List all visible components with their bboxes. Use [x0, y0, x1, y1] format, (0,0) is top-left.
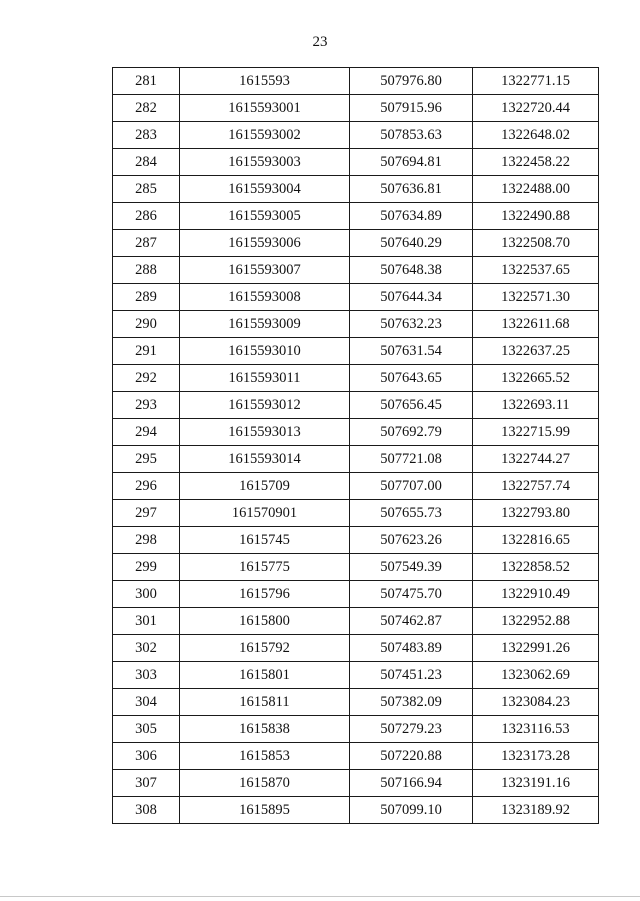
x-coordinate-cell: 507099.10 — [350, 797, 473, 824]
coordinates-table — [112, 67, 599, 824]
y-coordinate-cell: 1322490.88 — [473, 203, 599, 230]
table-row — [113, 662, 599, 689]
point-id-cell: 1615870 — [180, 770, 350, 797]
row-number-cell: 295 — [113, 446, 180, 473]
footer-divider — [0, 896, 640, 897]
row-number-cell: 296 — [113, 473, 180, 500]
table-body — [113, 68, 599, 824]
point-id-cell: 1615593010 — [180, 338, 350, 365]
point-id-cell: 1615796 — [180, 581, 350, 608]
x-coordinate-cell: 507655.73 — [350, 500, 473, 527]
y-coordinate-cell: 1323116.53 — [473, 716, 599, 743]
y-coordinate-cell: 1322744.27 — [473, 446, 599, 473]
row-number-cell: 297 — [113, 500, 180, 527]
y-coordinate-cell: 1322665.52 — [473, 365, 599, 392]
table-row — [113, 392, 599, 419]
row-number-cell: 298 — [113, 527, 180, 554]
x-coordinate-cell: 507382.09 — [350, 689, 473, 716]
y-coordinate-cell: 1322488.00 — [473, 176, 599, 203]
y-coordinate-cell: 1322793.80 — [473, 500, 599, 527]
point-id-cell: 1615593006 — [180, 230, 350, 257]
y-coordinate-cell: 1322571.30 — [473, 284, 599, 311]
table-row — [113, 527, 599, 554]
row-number-cell: 290 — [113, 311, 180, 338]
row-number-cell: 308 — [113, 797, 180, 824]
row-number-cell: 302 — [113, 635, 180, 662]
point-id-cell: 1615593001 — [180, 95, 350, 122]
point-id-cell: 1615593014 — [180, 446, 350, 473]
x-coordinate-cell: 507483.89 — [350, 635, 473, 662]
point-id-cell: 1615593011 — [180, 365, 350, 392]
x-coordinate-cell: 507853.63 — [350, 122, 473, 149]
y-coordinate-cell: 1322952.88 — [473, 608, 599, 635]
row-number-cell: 285 — [113, 176, 180, 203]
x-coordinate-cell: 507707.00 — [350, 473, 473, 500]
x-coordinate-cell: 507643.65 — [350, 365, 473, 392]
point-id-cell: 1615838 — [180, 716, 350, 743]
table-row — [113, 257, 599, 284]
table-row — [113, 500, 599, 527]
table-row — [113, 149, 599, 176]
x-coordinate-cell: 507279.23 — [350, 716, 473, 743]
point-id-cell: 1615593007 — [180, 257, 350, 284]
row-number-cell: 300 — [113, 581, 180, 608]
table-row — [113, 554, 599, 581]
point-id-cell: 1615593005 — [180, 203, 350, 230]
row-number-cell: 286 — [113, 203, 180, 230]
point-id-cell: 1615792 — [180, 635, 350, 662]
y-coordinate-cell: 1323189.92 — [473, 797, 599, 824]
point-id-cell: 1615801 — [180, 662, 350, 689]
y-coordinate-cell: 1322757.74 — [473, 473, 599, 500]
y-coordinate-cell: 1322771.15 — [473, 68, 599, 95]
point-id-cell: 1615593002 — [180, 122, 350, 149]
point-id-cell: 1615593003 — [180, 149, 350, 176]
row-number-cell: 281 — [113, 68, 180, 95]
point-id-cell: 1615895 — [180, 797, 350, 824]
y-coordinate-cell: 1322637.25 — [473, 338, 599, 365]
table-row — [113, 446, 599, 473]
y-coordinate-cell: 1323173.28 — [473, 743, 599, 770]
x-coordinate-cell: 507632.23 — [350, 311, 473, 338]
point-id-cell: 1615775 — [180, 554, 350, 581]
table-row — [113, 608, 599, 635]
x-coordinate-cell: 507915.96 — [350, 95, 473, 122]
point-id-cell: 1615593013 — [180, 419, 350, 446]
table-row — [113, 797, 599, 824]
x-coordinate-cell: 507623.26 — [350, 527, 473, 554]
row-number-cell: 301 — [113, 608, 180, 635]
x-coordinate-cell: 507220.88 — [350, 743, 473, 770]
table-row — [113, 473, 599, 500]
row-number-cell: 284 — [113, 149, 180, 176]
x-coordinate-cell: 507692.79 — [350, 419, 473, 446]
y-coordinate-cell: 1322611.68 — [473, 311, 599, 338]
row-number-cell: 287 — [113, 230, 180, 257]
table-row — [113, 635, 599, 662]
y-coordinate-cell: 1322991.26 — [473, 635, 599, 662]
row-number-cell: 282 — [113, 95, 180, 122]
y-coordinate-cell: 1322693.11 — [473, 392, 599, 419]
row-number-cell: 283 — [113, 122, 180, 149]
table-row — [113, 176, 599, 203]
table-row — [113, 95, 599, 122]
x-coordinate-cell: 507721.08 — [350, 446, 473, 473]
x-coordinate-cell: 507636.81 — [350, 176, 473, 203]
table-row — [113, 338, 599, 365]
point-id-cell: 1615811 — [180, 689, 350, 716]
x-coordinate-cell: 507656.45 — [350, 392, 473, 419]
x-coordinate-cell: 507644.34 — [350, 284, 473, 311]
point-id-cell: 1615709 — [180, 473, 350, 500]
x-coordinate-cell: 507648.38 — [350, 257, 473, 284]
point-id-cell: 1615745 — [180, 527, 350, 554]
table-row — [113, 743, 599, 770]
y-coordinate-cell: 1322458.22 — [473, 149, 599, 176]
row-number-cell: 293 — [113, 392, 180, 419]
row-number-cell: 306 — [113, 743, 180, 770]
point-id-cell: 1615853 — [180, 743, 350, 770]
row-number-cell: 303 — [113, 662, 180, 689]
table-row — [113, 365, 599, 392]
point-id-cell: 1615593004 — [180, 176, 350, 203]
table-row — [113, 419, 599, 446]
row-number-cell: 288 — [113, 257, 180, 284]
y-coordinate-cell: 1322720.44 — [473, 95, 599, 122]
y-coordinate-cell: 1322715.99 — [473, 419, 599, 446]
x-coordinate-cell: 507549.39 — [350, 554, 473, 581]
y-coordinate-cell: 1323191.16 — [473, 770, 599, 797]
x-coordinate-cell: 507462.87 — [350, 608, 473, 635]
y-coordinate-cell: 1322816.65 — [473, 527, 599, 554]
x-coordinate-cell: 507631.54 — [350, 338, 473, 365]
table-row — [113, 689, 599, 716]
point-id-cell: 1615593008 — [180, 284, 350, 311]
x-coordinate-cell: 507475.70 — [350, 581, 473, 608]
table-row — [113, 581, 599, 608]
table-row — [113, 203, 599, 230]
table-row — [113, 770, 599, 797]
y-coordinate-cell: 1322537.65 — [473, 257, 599, 284]
y-coordinate-cell: 1323062.69 — [473, 662, 599, 689]
row-number-cell: 289 — [113, 284, 180, 311]
row-number-cell: 304 — [113, 689, 180, 716]
row-number-cell: 294 — [113, 419, 180, 446]
row-number-cell: 292 — [113, 365, 180, 392]
page-number: 23 — [312, 34, 328, 50]
table-row — [113, 284, 599, 311]
table-row — [113, 68, 599, 95]
row-number-cell: 305 — [113, 716, 180, 743]
row-number-cell: 307 — [113, 770, 180, 797]
point-id-cell: 1615593 — [180, 68, 350, 95]
table-row — [113, 716, 599, 743]
x-coordinate-cell: 507694.81 — [350, 149, 473, 176]
x-coordinate-cell: 507976.80 — [350, 68, 473, 95]
y-coordinate-cell: 1322648.02 — [473, 122, 599, 149]
point-id-cell: 1615593012 — [180, 392, 350, 419]
point-id-cell: 1615593009 — [180, 311, 350, 338]
table-row — [113, 122, 599, 149]
x-coordinate-cell: 507166.94 — [350, 770, 473, 797]
point-id-cell: 1615800 — [180, 608, 350, 635]
table-row — [113, 311, 599, 338]
y-coordinate-cell: 1322858.52 — [473, 554, 599, 581]
x-coordinate-cell: 507634.89 — [350, 203, 473, 230]
y-coordinate-cell: 1322910.49 — [473, 581, 599, 608]
x-coordinate-cell: 507640.29 — [350, 230, 473, 257]
x-coordinate-cell: 507451.23 — [350, 662, 473, 689]
point-id-cell: 161570901 — [180, 500, 350, 527]
row-number-cell: 299 — [113, 554, 180, 581]
row-number-cell: 291 — [113, 338, 180, 365]
y-coordinate-cell: 1323084.23 — [473, 689, 599, 716]
y-coordinate-cell: 1322508.70 — [473, 230, 599, 257]
table-row — [113, 230, 599, 257]
